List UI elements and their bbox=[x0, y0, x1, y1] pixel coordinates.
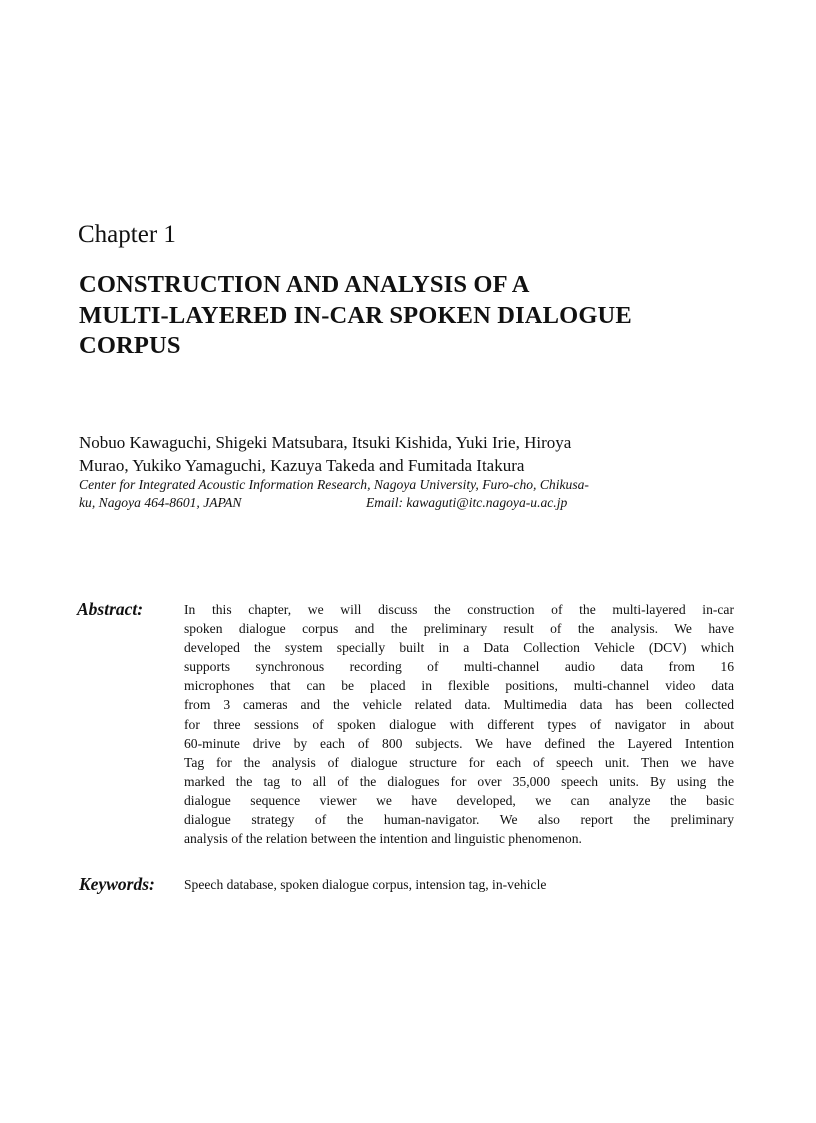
chapter-title-line: MULTI-LAYERED IN-CAR SPOKEN DIALOGUE bbox=[79, 301, 632, 329]
chapter-title-line: CORPUS bbox=[79, 332, 181, 359]
abstract-line: for three sessions of spoken dialogue with different types of navigator in about bbox=[184, 716, 734, 732]
affiliation-line: ku, Nagoya 464-8601, JAPAN bbox=[79, 495, 242, 510]
abstract-heading: Abstract: bbox=[77, 599, 144, 619]
keywords-heading: Keywords: bbox=[79, 874, 155, 894]
abstract-line: microphones that can be placed in flexible positions, multi-channel video data bbox=[184, 678, 734, 694]
chapter-label: Chapter 1 bbox=[78, 221, 176, 248]
abstract-line: analysis of the relation between the intention and linguistic phenomenon. bbox=[184, 831, 582, 847]
abstract-line: spoken dialogue corpus and the preliminary result of the analysis. We have bbox=[184, 621, 734, 637]
abstract-line: Tag for the analysis of dialogue structure for each of speech unit. Then we have bbox=[184, 754, 734, 770]
abstract-line: dialogue sequence viewer we have developed, we can analyze the basic bbox=[184, 792, 734, 808]
abstract-body bbox=[184, 600, 734, 848]
abstract-line: In this chapter, we will discuss the construction of the multi-layered in-car bbox=[184, 602, 734, 617]
abstract-line: from 3 cameras and the vehicle related data. Multimedia data has been collected bbox=[184, 697, 734, 713]
abstract-line: 60-minute drive by each of 800 subjects. We have defined the Layered Intention bbox=[184, 735, 734, 751]
abstract-line: developed the system specially built in a Data Collection Vehicle (DCV) which bbox=[184, 640, 734, 656]
chapter-title bbox=[79, 270, 759, 362]
abstract-line: marked the tag to all of the dialogues for over 35,000 speech units. By using the bbox=[184, 773, 734, 789]
author-list bbox=[79, 431, 739, 477]
author-line: Murao, Yukiko Yamaguchi, Kazuya Takeda and Fumitada Itakura bbox=[79, 456, 525, 475]
affiliation-line: Center for Integrated Acoustic Information Research, Nagoya University, Furo-cho, Chikusa- bbox=[79, 477, 589, 492]
keywords-list: Speech database, spoken dialogue corpus, intension tag, in-vehicle bbox=[184, 877, 547, 892]
abstract-line: supports synchronous recording of multi-channel audio data from 16 bbox=[184, 659, 734, 675]
abstract-line: dialogue strategy of the human-navigator. We also report the preliminary bbox=[184, 812, 734, 828]
contact-email: Email: kawaguti@itc.nagoya-u.ac.jp bbox=[366, 495, 568, 510]
author-line: Nobuo Kawaguchi, Shigeki Matsubara, Itsuki Kishida, Yuki Irie, Hiroya bbox=[79, 433, 572, 452]
affiliation bbox=[79, 476, 739, 512]
chapter-title-line: CONSTRUCTION AND ANALYSIS OF A bbox=[79, 271, 530, 298]
